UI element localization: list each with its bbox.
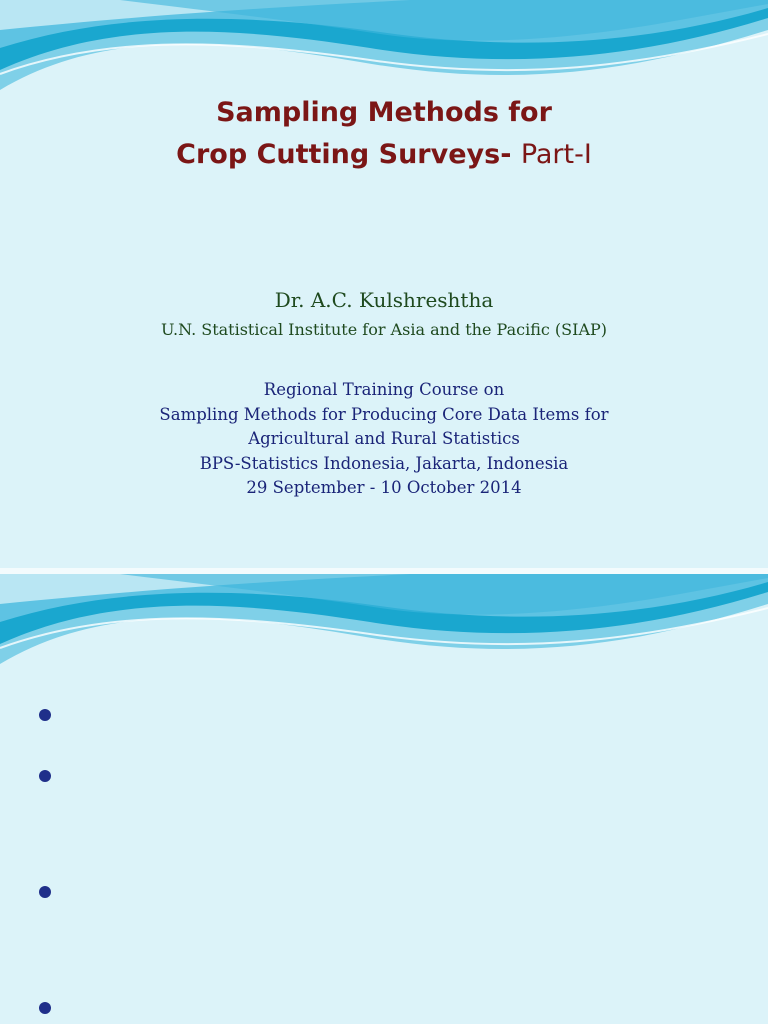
header-wave-decoration (0, 0, 768, 100)
slide-title-part: Part-I (520, 139, 592, 170)
bullet-point (39, 1002, 51, 1014)
header-wave-decoration (0, 574, 768, 674)
course-line: 29 September - 10 October 2014 (246, 478, 522, 497)
course-line: Agricultural and Rural Statistics (248, 429, 520, 448)
author-affiliation: U.N. Statistical Institute for Asia and the Pacific (SIAP) (160, 320, 607, 339)
course-line: Regional Training Course on (263, 380, 505, 399)
slide-title-line2-bold: Crop Cutting Surveys- (176, 139, 512, 170)
slide-title-line1: Sampling Methods for (216, 97, 552, 128)
course-line: BPS-Statistics Indonesia, Jakarta, Indonesia (199, 453, 569, 473)
course-details (0, 378, 768, 501)
content-slide (0, 574, 768, 1024)
course-line: Sampling Methods for Producing Core Data Items for (159, 404, 609, 424)
bullet-point (39, 709, 51, 721)
author-name: Dr. A.C. Kulshreshtha (274, 288, 494, 312)
bullet-point (39, 886, 51, 898)
slide-title-line2 (0, 134, 768, 176)
bullet-point (39, 770, 51, 782)
